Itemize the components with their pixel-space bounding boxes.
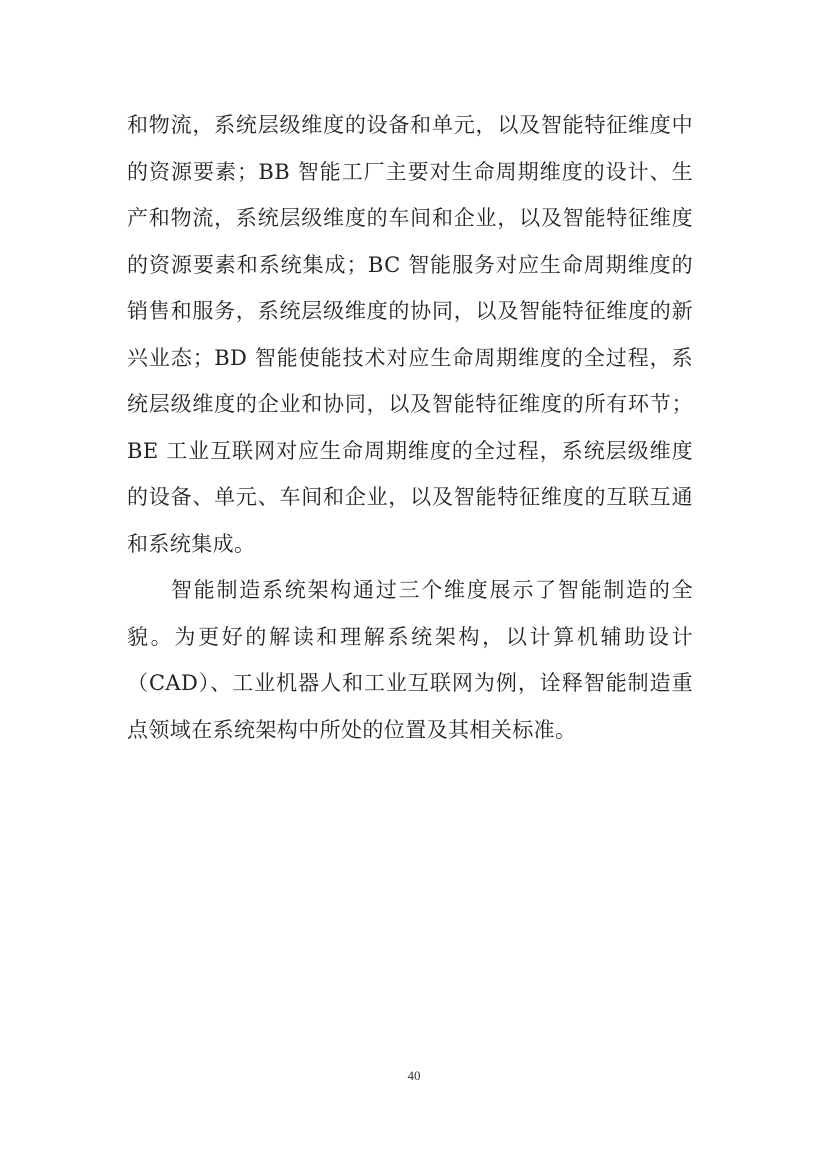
page-number: 40	[407, 1068, 421, 1083]
body-text	[127, 102, 693, 753]
paragraph-continued: 和物流，系统层级维度的设备和单元，以及智能特征维度中的资源要素；BB 智能工厂主要对生命周期维度的设计、生产和物流，系统层级维度的车间和企业，以及智能特征维度的资源要素和系统集成；BC 智能服务对应生命周期维度的销售和服务，系统层级维度的协同，以及智能特征维度的新兴业态；BD 智能使能技术对应生命周期维度的全过程，系统层级维度的企业和协同，以及智能特征维度的所有环节；BE 工业互联网对应生命周期维度的全过程，系统层级维度的设备、单元、车间和企业，以及智能特征维度的互联互通和系统集成。	[127, 113, 693, 556]
paragraph-system-architecture: 智能制造系统架构通过三个维度展示了智能制造的全貌。为更好的解读和理解系统架构，以计算机辅助设计（CAD）、工业机器人和工业互联网为例，诠释智能制造重点领域在系统架构中所处的位置及其相关标准。	[127, 578, 693, 742]
